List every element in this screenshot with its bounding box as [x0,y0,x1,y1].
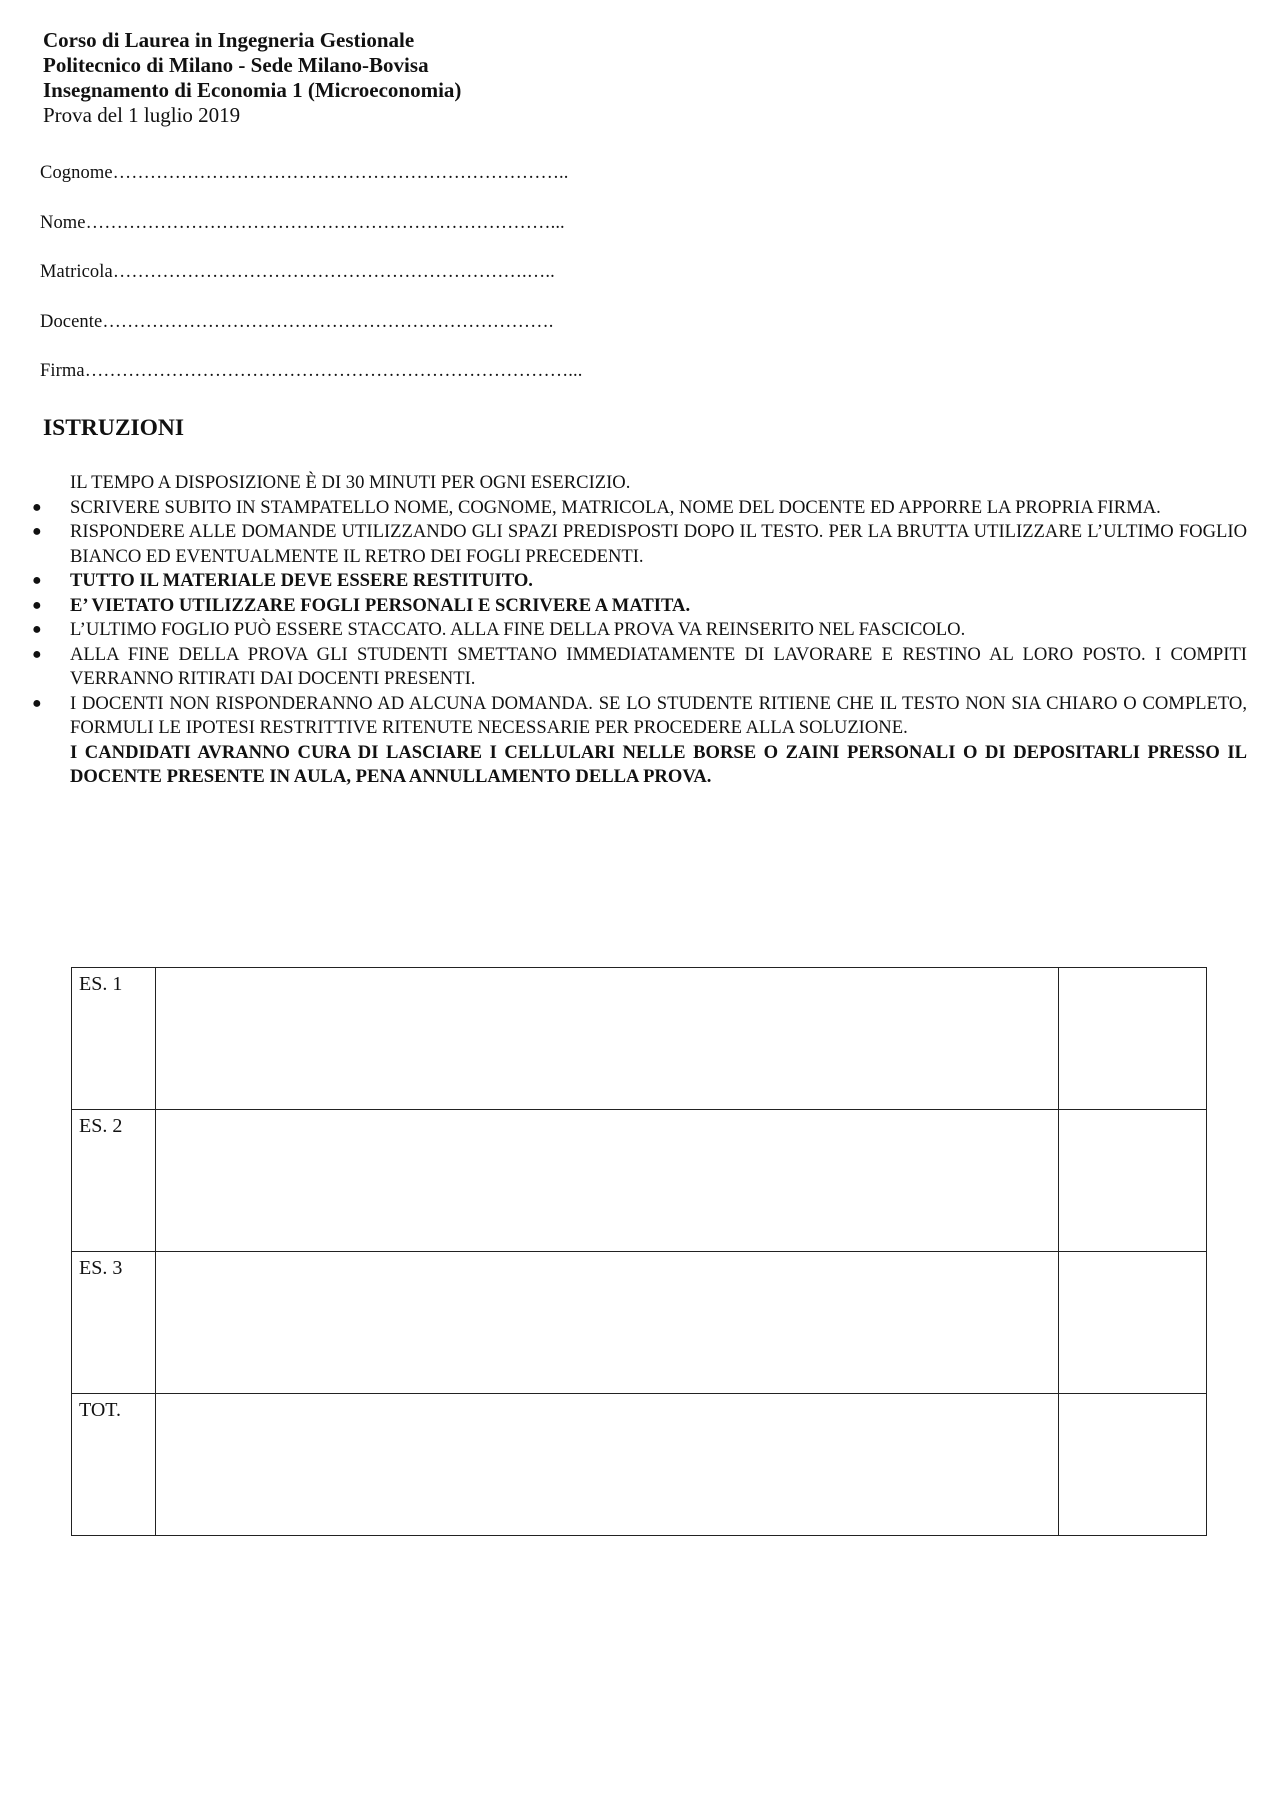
answer-cell[interactable] [156,1110,1059,1252]
row-label: ES. 1 [72,968,156,1110]
instruction-text: I CANDIDATI AVRANNO CURA DI LASCIARE I CELLULARI NELLE BORSE O ZAINI PERSONALI O DI DEPOSITARLI PRESSO IL DOCENTE PRESENTE IN AULA, PENA ANNULLAMENTO DELLA PROVA. [70,741,1247,787]
cognome-field[interactable]: Cognome……………………………………………………………….. [40,163,569,183]
points-cell[interactable] [1059,1394,1207,1536]
table-row [72,1110,1207,1252]
exam-date: Prova del 1 luglio 2019 [43,103,241,127]
table-row [72,968,1207,1110]
instruction-text: SCRIVERE SUBITO IN STAMPATELLO NOME, COGNOME, MATRICOLA, NOME DEL DOCENTE ED APPORRE LA PROPRIA FIRMA. [70,496,1161,518]
instruction-item [70,471,1247,496]
answer-cell[interactable] [156,1394,1059,1536]
score-table [71,967,1207,1536]
instruction-text: IL TEMPO A DISPOSIZIONE È DI 30 MINUTI PER OGNI ESERCIZIO. [70,472,631,493]
points-cell[interactable] [1059,1252,1207,1394]
answer-cell[interactable] [156,1252,1059,1394]
instruction-item [70,741,1247,790]
subject-name: Insegnamento di Economia 1 (Microeconomia) [43,78,462,102]
answer-cell[interactable] [156,968,1059,1110]
instruction-item [32,618,1247,643]
bullet-icon: ● [32,645,42,663]
instructions-title: ISTRUZIONI [43,415,185,441]
instruction-item [32,692,1247,741]
table-row [72,1252,1207,1394]
row-label: ES. 3 [72,1252,156,1394]
row-label: ES. 2 [72,1110,156,1252]
row-label: TOT. [72,1394,156,1536]
student-fields [40,163,582,411]
instruction-text: ALLA FINE DELLA PROVA GLI STUDENTI SMETTANO IMMEDIATAMENTE DI LAVORARE E RESTINO AL LORO POSTO. I COMPITI VERRANNO RITIRATI DAI DOCENTI PRESENTI. [70,643,1247,689]
firma-field[interactable]: Firma……………………………………………………………………... [40,361,583,381]
instruction-text: TUTTO IL MATERIALE DEVE ESSERE RESTITUITO. [70,570,533,591]
nome-field[interactable]: Nome…………………………………………………………………... [40,212,565,233]
bullet-icon: ● [32,572,42,589]
instruction-item [32,569,1247,594]
points-cell[interactable] [1059,968,1207,1110]
instruction-text: E’ VIETATO UTILIZZARE FOGLI PERSONALI E SCRIVERE A MATITA. [70,594,691,616]
bullet-icon: ● [32,596,42,614]
instruction-item [32,643,1247,692]
university-name: Politecnico di Milano - Sede Milano-Bovisa [43,53,429,77]
bullet-icon: ● [32,621,42,638]
bullet-icon: ● [32,498,42,516]
bullet-icon: ● [32,694,42,712]
instruction-text: I DOCENTI NON RISPONDERANNO AD ALCUNA DOMANDA. SE LO STUDENTE RITIENE CHE IL TESTO NON SIA CHIARO O COMPLETO, FORMULI LE IPOTESI RESTRITTIVE RITENUTE NECESSARIE PER PROCEDERE ALLA SOLUZIONE. [70,692,1247,738]
instruction-item [32,520,1247,569]
instruction-text: L’ULTIMO FOGLIO PUÒ ESSERE STACCATO. ALLA FINE DELLA PROVA VA REINSERITO NEL FASCICOLO. [70,619,966,640]
course-name: Corso di Laurea in Ingegneria Gestionale [43,28,415,52]
instruction-item [32,496,1247,521]
docente-field[interactable]: Docente………………………………………………………………. [40,311,554,332]
instructions-list [32,471,1247,790]
points-cell[interactable] [1059,1110,1207,1252]
table-row [72,1394,1207,1536]
instruction-item [32,594,1247,619]
instruction-text: RISPONDERE ALLE DOMANDE UTILIZZANDO GLI SPAZI PREDISPOSTI DOPO IL TESTO. PER LA BRUTTA UTILIZZARE L’ULTIMO FOGLIO BIANCO ED EVENTUALMENTE IL RETRO DEI FOGLI PRECEDENTI. [70,521,1247,567]
bullet-icon: ● [32,523,42,540]
course-header [43,28,461,128]
matricola-field[interactable]: Matricola………………………………………………………….….. [40,262,555,282]
